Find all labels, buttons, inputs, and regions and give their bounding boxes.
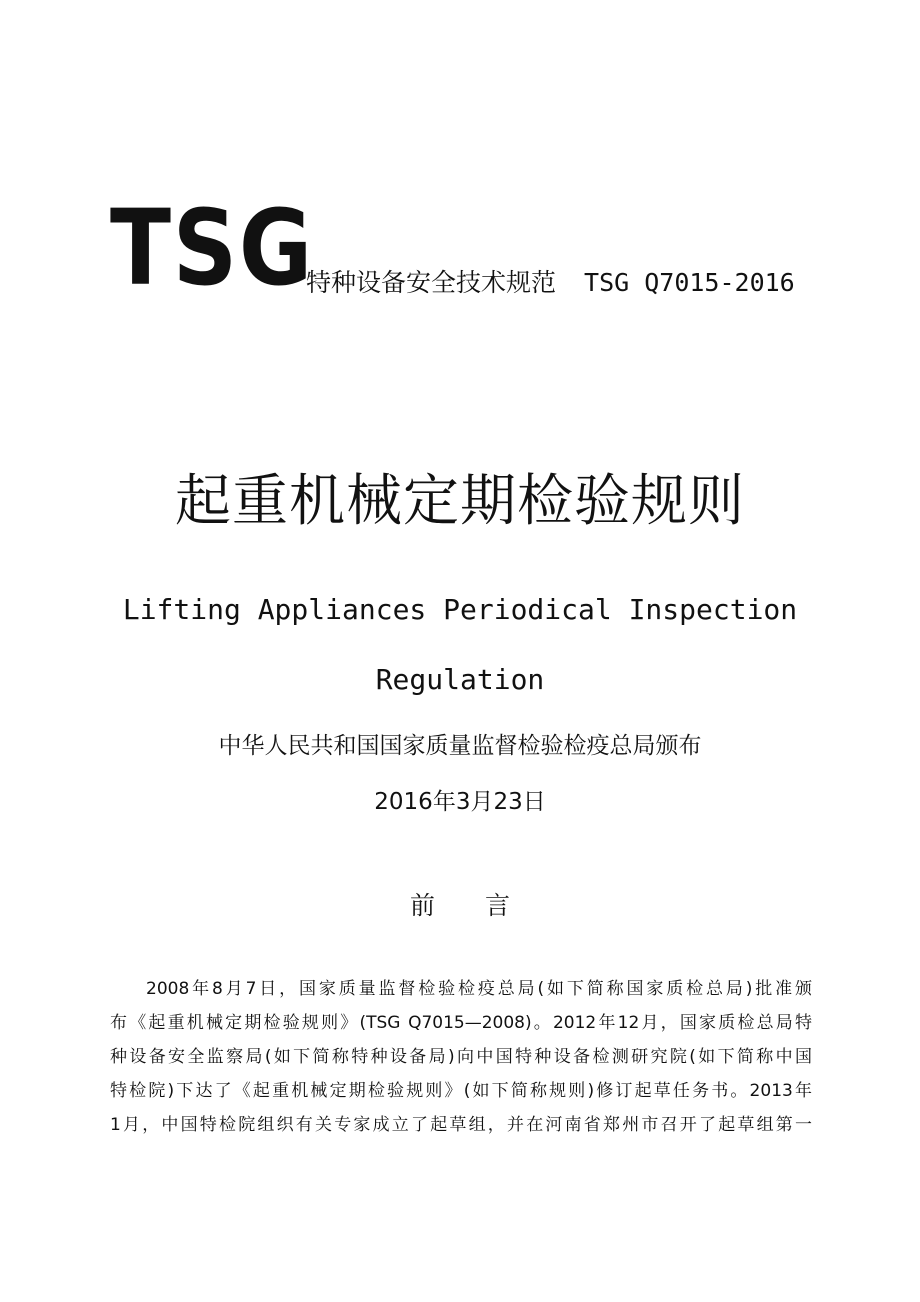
preface-line: 布《起重机械定期检验规则》(TSG Q7015—2008)。2012年12月，国家质检总局特 [110,1013,812,1033]
preface-line: 特检院)下达了《起重机械定期检验规则》(如下简称规则)修订起草任务书。2013年 [110,1081,812,1101]
preface-line: 种设备安全监察局(如下简称特种设备局)向中国特种设备检测研究院(如下简称中国 [110,1047,812,1067]
issue-date: 2016年3月23日 [374,789,546,815]
spec-header [306,268,795,298]
preface-line: 2008年8月7日，国家质量监督检验检疫总局(如下简称国家质检总局)批准颁 [146,979,812,999]
issuing-authority: 中华人民共和国国家质量监督检验检疫总局颁布 [218,733,702,759]
spec-category: 特种设备安全技术规范 [306,268,557,297]
tsg-logo: TSG [110,187,315,309]
document-title-chinese: 起重机械定期检验规则 [175,469,745,534]
document-title-english-line-2: Regulation [375,663,545,696]
preface-paragraph [110,972,812,1142]
preface-heading: 前言 [409,891,560,920]
preface-line: 1月，中国特检院组织有关专家成立了起草组，并在河南省郑州市召开了起草组第一 [110,1115,812,1135]
spec-code: TSG Q7015-2016 [584,268,795,297]
document-title-english-line-1: Lifting Appliances Periodical Inspection [122,593,798,626]
